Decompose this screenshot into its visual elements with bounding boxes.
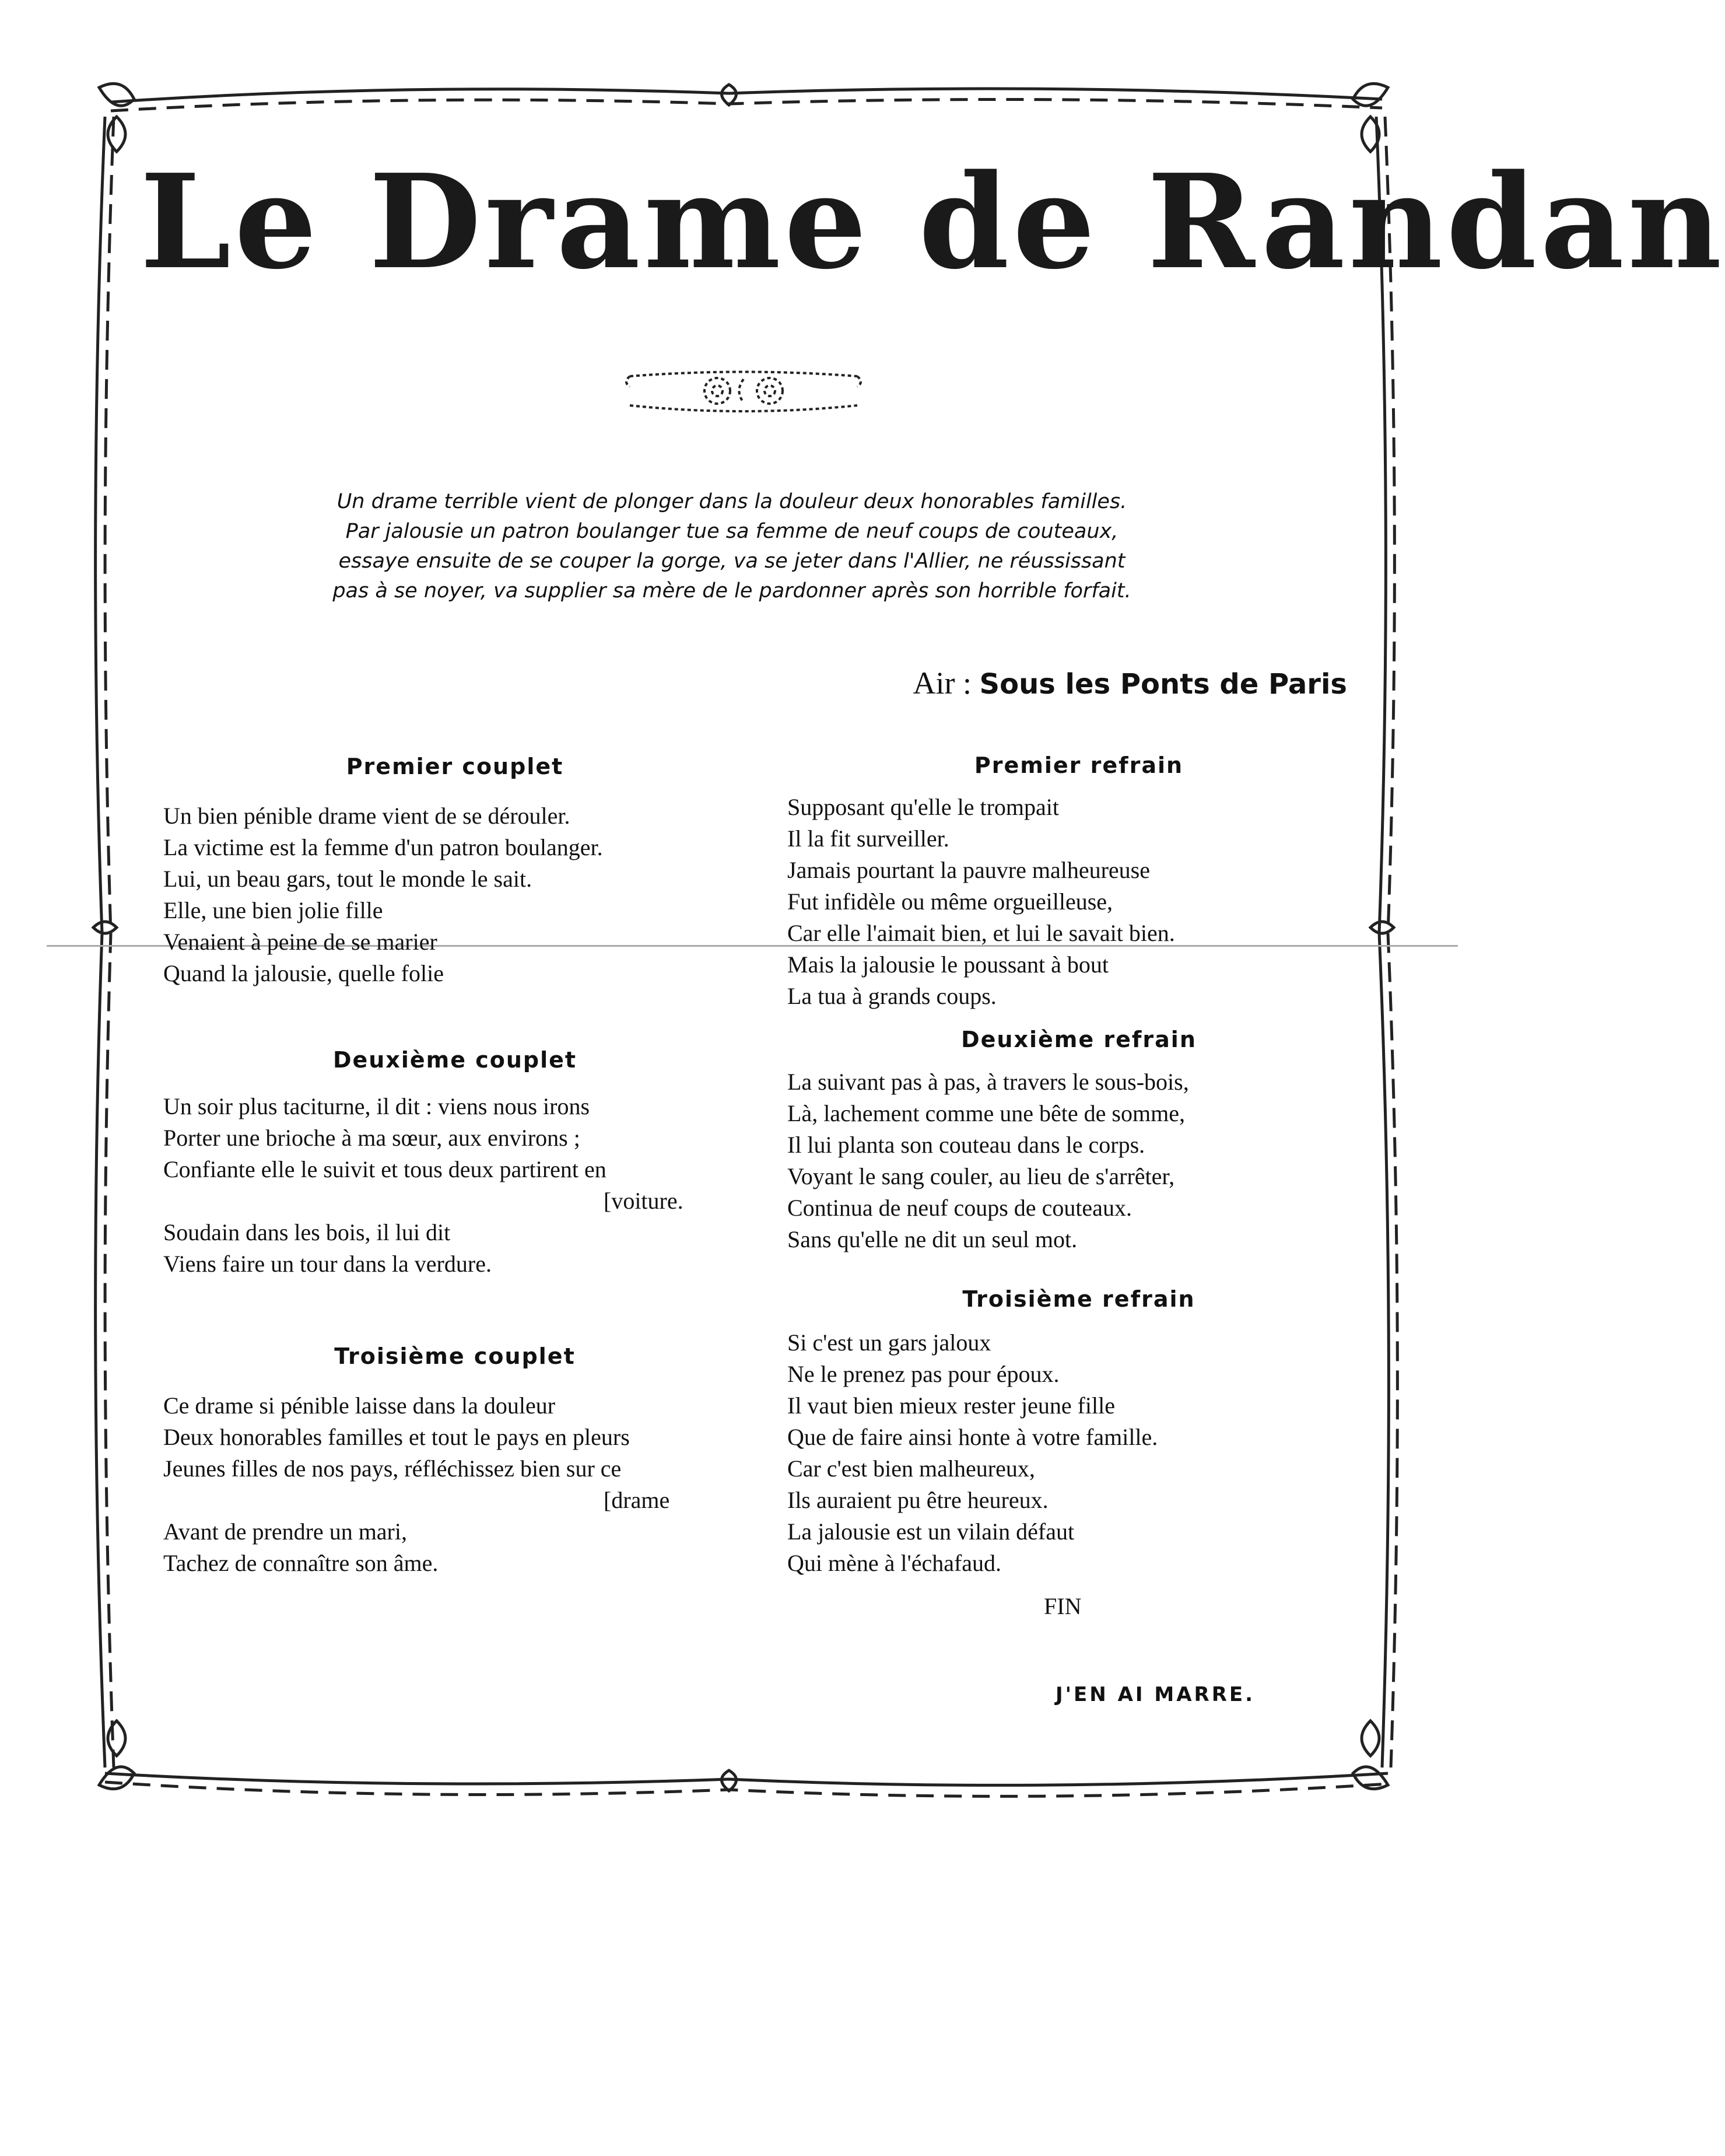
verse-line: Porter une brioche à ma sœur, aux environs ; xyxy=(163,1125,580,1151)
verse-line: Il la fit surveiller. xyxy=(787,825,949,852)
verse-line: Un soir plus taciturne, il dit : viens nous irons xyxy=(163,1093,590,1119)
verse-line: Quand la jalousie, quelle folie xyxy=(163,960,444,986)
verse-line: Car elle l'aimait bien, et lui le savait bien. xyxy=(787,920,1175,946)
verse-line: Ce drame si pénible laisse dans la douleur xyxy=(163,1392,556,1419)
verse-line-continuation: [voiture. xyxy=(604,1188,683,1214)
verse-line: Supposant qu'elle le trompait xyxy=(787,794,1060,820)
verse-line: Car c'est bien malheureux, xyxy=(787,1455,1035,1482)
section-heading-premier-refrain: Premier refrain xyxy=(974,752,1184,778)
verse-line: Soudain dans les bois, il lui dit xyxy=(163,1219,451,1245)
verse-line: Un bien pénible drame vient de se dérouler. xyxy=(163,803,570,829)
signature: J'EN AI MARRE. xyxy=(1056,1683,1256,1706)
verse-line: Deux honorables familles et tout le pays en pleurs xyxy=(163,1424,630,1450)
verse-premier-couplet xyxy=(163,800,746,989)
verse-line: Il lui planta son couteau dans le corps. xyxy=(787,1132,1145,1158)
verse-line: Que de faire ainsi honte à votre famille. xyxy=(787,1424,1158,1450)
verse-line: La victime est la femme d'un patron boulanger. xyxy=(163,834,603,860)
verse-line: Mais la jalousie le poussant à bout xyxy=(787,951,1109,978)
section-heading-deuxieme-couplet: Deuxième couplet xyxy=(332,1047,577,1073)
verse-line: Il vaut bien mieux rester jeune fille xyxy=(787,1392,1116,1419)
section-heading-premier-couplet: Premier couplet xyxy=(346,754,564,779)
verse-troisieme-refrain xyxy=(787,1327,1370,1579)
verse-deuxieme-refrain xyxy=(787,1066,1370,1255)
verse-line: Lui, un beau gars, tout le monde le sait. xyxy=(163,866,532,892)
tune-name: Sous les Ponts de Paris xyxy=(979,668,1347,701)
verse-line: Ils auraient pu être heureux. xyxy=(787,1487,1049,1513)
intro-line: Par jalousie un patron boulanger tue sa femme de neuf coups de couteaux, xyxy=(345,520,1119,543)
verse-line: Venaient à peine de se marier xyxy=(163,929,437,955)
verse-line: Qui mène à l'échafaud. xyxy=(787,1550,1002,1576)
verse-line: Fut infidèle ou même orgueilleuse, xyxy=(787,888,1113,915)
verse-premier-refrain xyxy=(787,792,1370,1012)
verse-line: Jeunes filles de nos pays, réfléchissez bien sur ce xyxy=(163,1455,622,1482)
section-heading-deuxieme-refrain: Deuxième refrain xyxy=(961,1027,1197,1052)
verse-line: Si c'est un gars jaloux xyxy=(787,1329,991,1356)
verse-line: Tachez de connaître son âme. xyxy=(163,1550,439,1576)
verse-line: Jamais pourtant la pauvre malheureuse xyxy=(787,857,1150,883)
verse-troisieme-couplet xyxy=(163,1390,746,1579)
title-ornament xyxy=(618,353,869,423)
verse-line: Continua de neuf coups de couteaux. xyxy=(787,1195,1132,1221)
verse-line: Confiante elle le suivit et tous deux partirent en xyxy=(163,1156,606,1182)
tune-prefix: Air : xyxy=(913,666,972,701)
verse-deuxieme-couplet xyxy=(163,1091,746,1280)
intro-line: Un drame terrible vient de plonger dans la douleur deux honorables familles. xyxy=(336,490,1127,513)
intro-line: essaye ensuite de se couper la gorge, va se jeter dans l'Allier, ne réussissant xyxy=(338,550,1126,573)
page-title: Le Drame de Randan xyxy=(140,146,1725,298)
tune-line xyxy=(840,665,1347,701)
verse-line: Là, lachement comme une bête de somme, xyxy=(787,1100,1185,1126)
verse-line: Ne le prenez pas pour époux. xyxy=(787,1361,1060,1387)
end-marker: FIN xyxy=(1044,1593,1082,1619)
verse-line-continuation: [drame xyxy=(604,1487,670,1513)
verse-line: La tua à grands coups. xyxy=(787,983,997,1009)
verse-line: La suivant pas à pas, à travers le sous-bois, xyxy=(787,1069,1189,1095)
verse-line: Voyant le sang couler, au lieu de s'arrêter, xyxy=(787,1163,1175,1189)
verse-line: Sans qu'elle ne dit un seul mot. xyxy=(787,1226,1078,1252)
verse-line: Viens faire un tour dans la verdure. xyxy=(163,1251,492,1277)
verse-line: Avant de prendre un mari, xyxy=(163,1518,407,1545)
intro-line: pas à se noyer, va supplier sa mère de le pardonner après son horrible forfait. xyxy=(332,579,1131,603)
verse-line: La jalousie est un vilain défaut xyxy=(787,1518,1075,1545)
intro-paragraph xyxy=(327,487,1137,606)
section-heading-troisieme-couplet: Troisième couplet xyxy=(334,1343,576,1369)
verse-line: Elle, une bien jolie fille xyxy=(163,897,383,923)
section-heading-troisieme-refrain: Troisième refrain xyxy=(962,1286,1195,1312)
